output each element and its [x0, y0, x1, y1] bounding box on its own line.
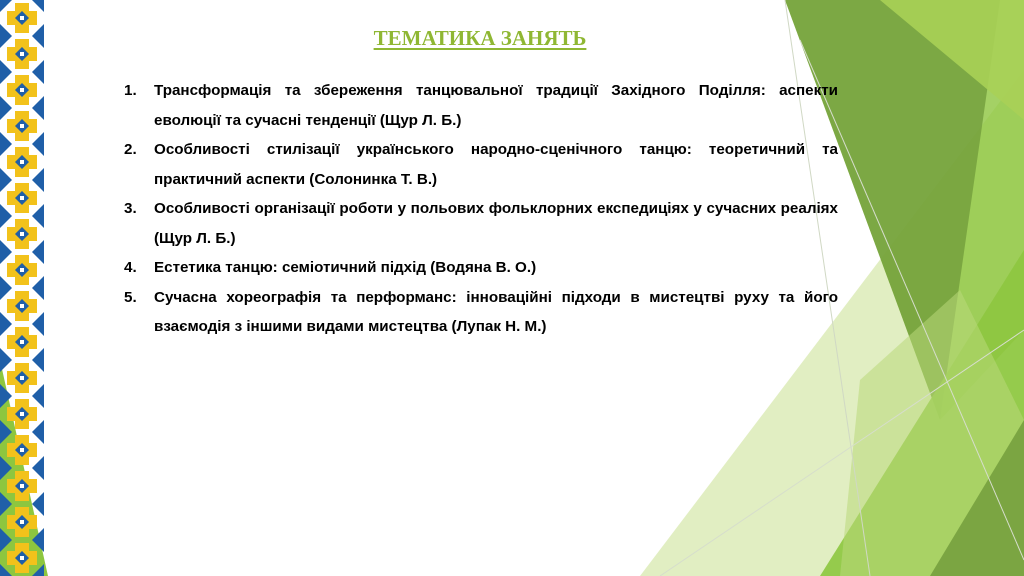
topic-text: Трансформація та збереження танцювальної традиції Західного Поділля: аспекти еволюції та сучасні тенденції (Щур Л. Б.) — [154, 82, 838, 129]
topic-text: Особливості організації роботи у польових фольклорних експедиціях у сучасних реаліях (Щур Л. Б.) — [154, 200, 838, 247]
topic-number: 3. — [124, 200, 137, 217]
topic-item-4 — [124, 253, 838, 283]
topic-item-5 — [124, 283, 838, 342]
topic-text: Сучасна хореографія та перформанс: інноваційні підходи в мистецтві руху та його взаємодія з іншими видами мистецтва (Лупак Н. М.) — [154, 288, 838, 335]
topic-item-1 — [124, 76, 838, 135]
topic-number: 1. — [124, 82, 137, 99]
topics-list — [124, 76, 838, 342]
topic-number: 2. — [124, 141, 137, 158]
embroidery-ornament-border — [0, 0, 46, 576]
topic-item-3 — [124, 194, 838, 253]
topic-item-2 — [124, 135, 838, 194]
slide-title: ТЕМАТИКА ЗАНЯТЬ — [373, 26, 587, 50]
topic-text: Особливості стилізації українського народно-сценічного танцю: теоретичний та практичний аспекти (Солонинка Т. В.) — [154, 141, 838, 188]
topic-text: Естетика танцю: семіотичний підхід (Водяна В. О.) — [154, 259, 537, 276]
topic-number: 5. — [124, 288, 137, 306]
topic-number: 4. — [124, 259, 137, 276]
